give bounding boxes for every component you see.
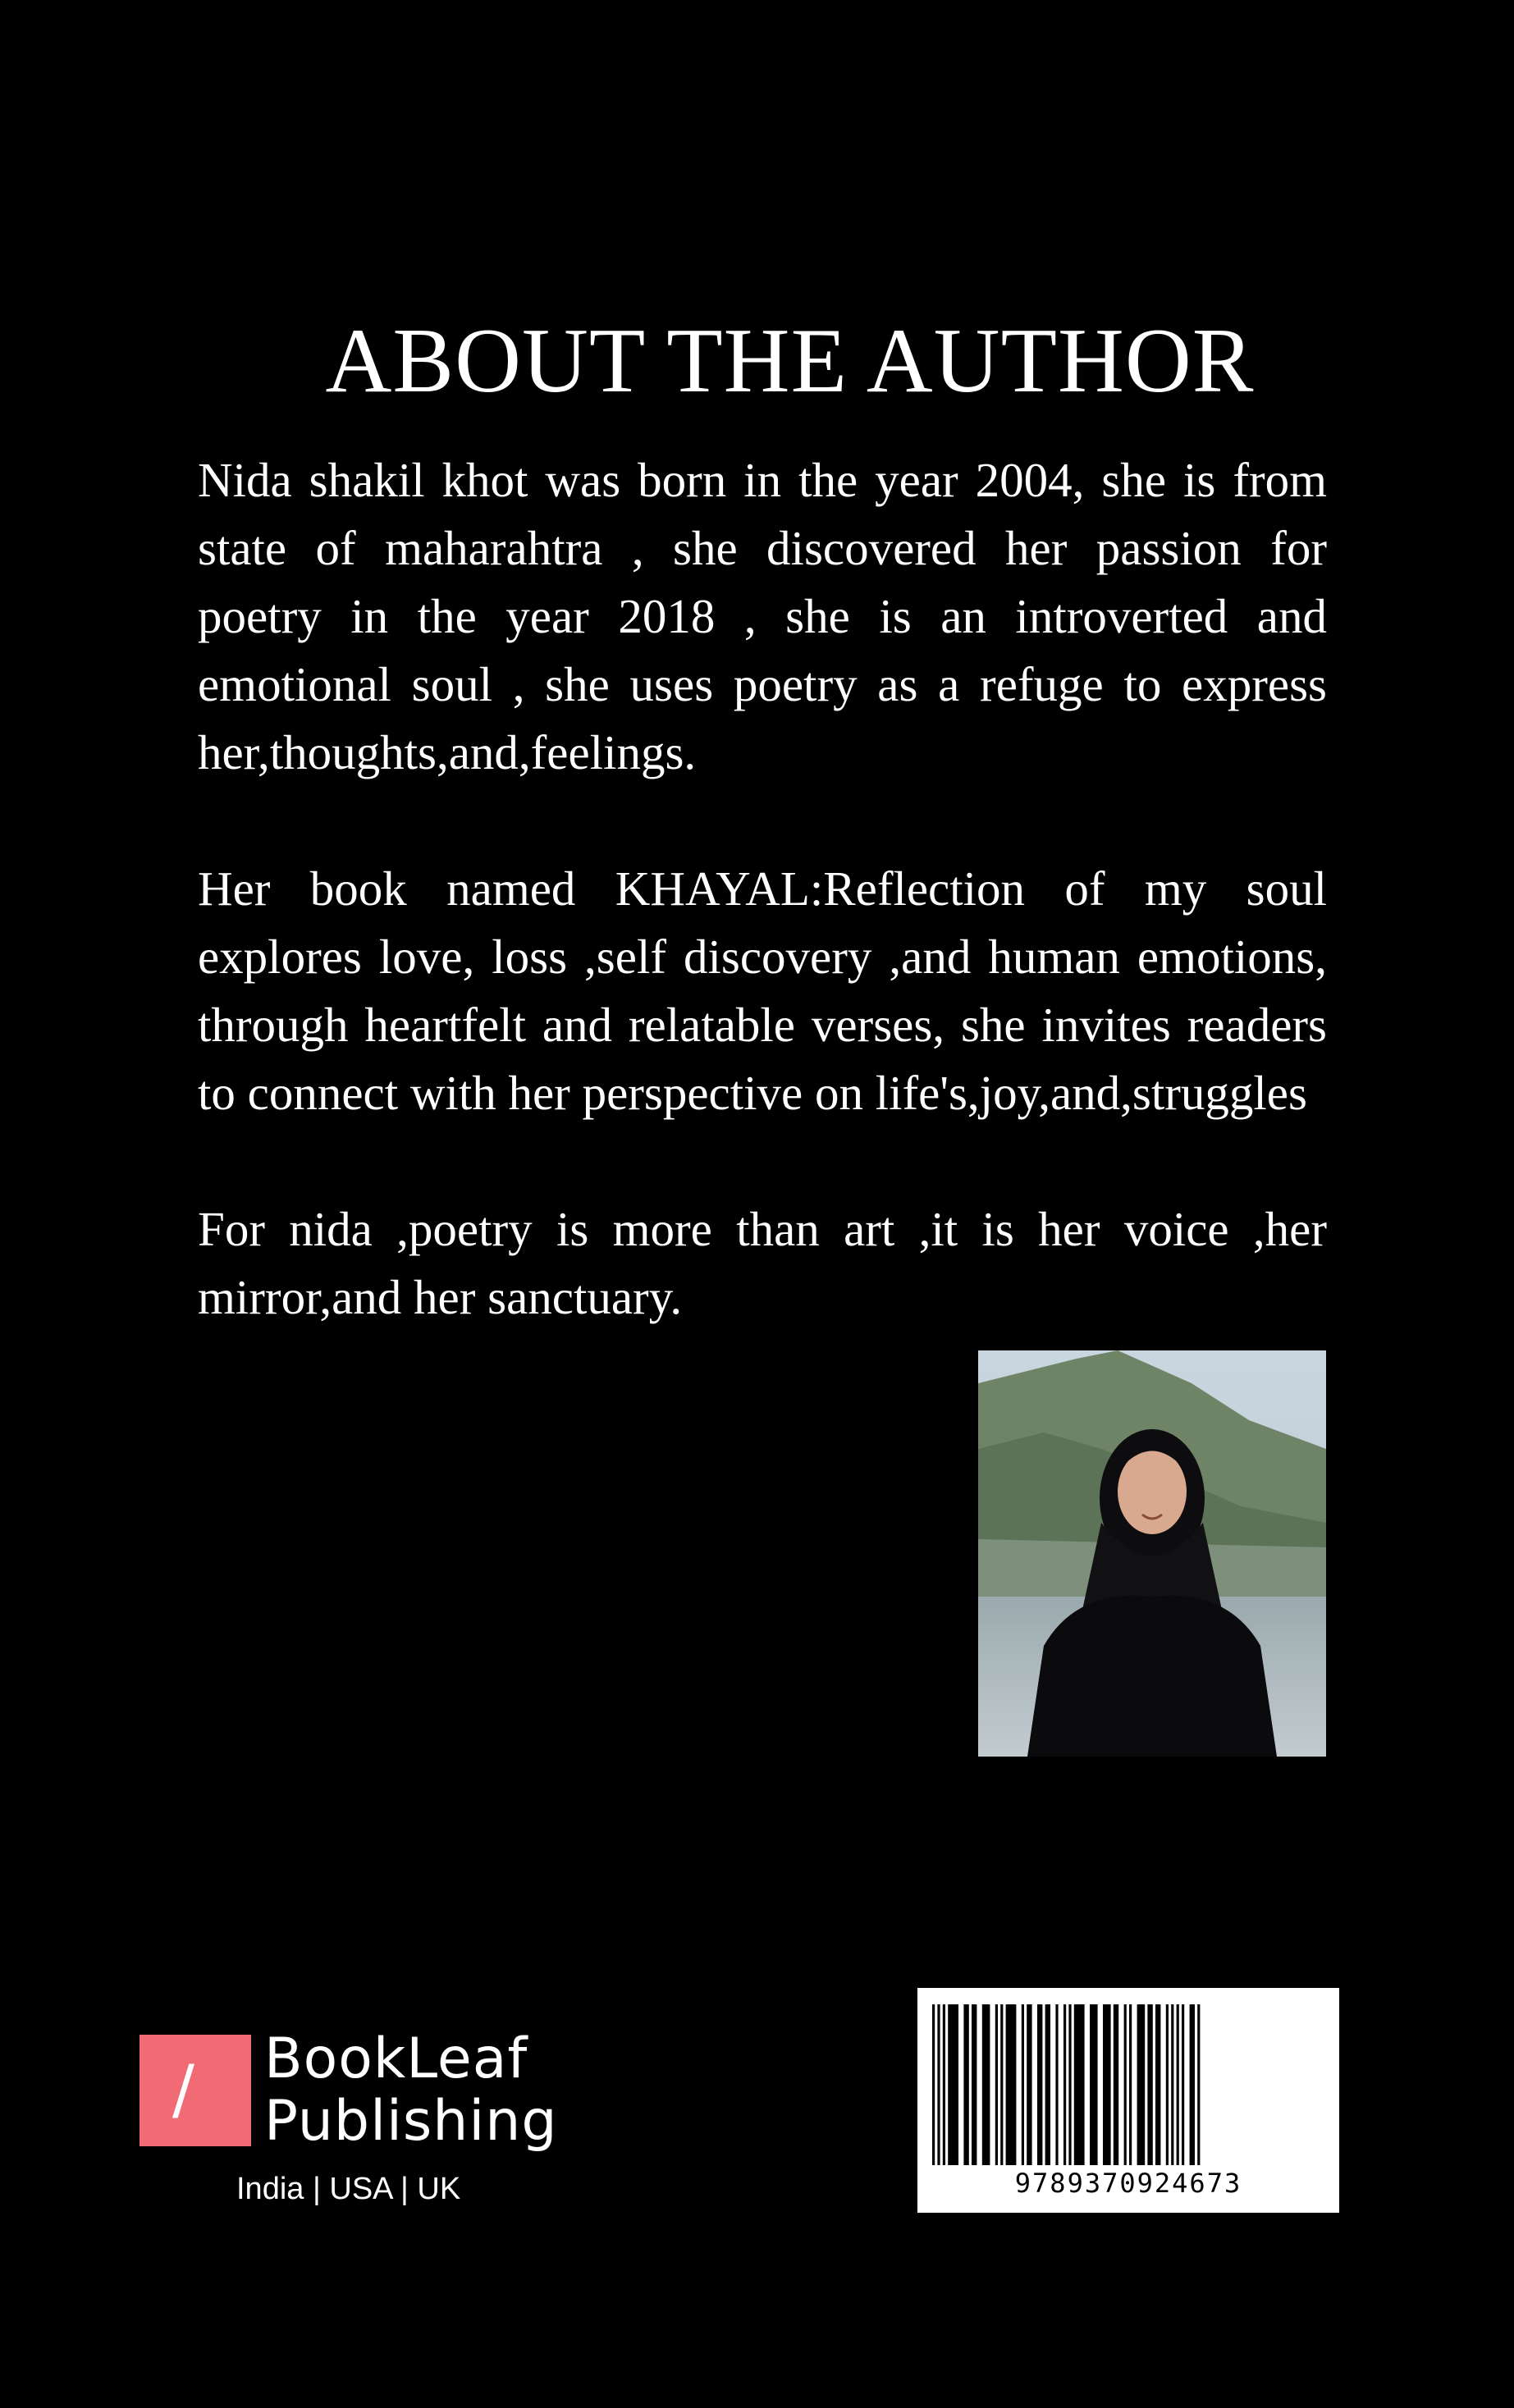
barcode-bar bbox=[982, 2004, 990, 2165]
barcode-bar bbox=[1182, 2004, 1184, 2165]
author-photo bbox=[978, 1350, 1326, 1757]
barcode-bar bbox=[1037, 2004, 1042, 2165]
barcode-bar bbox=[1045, 2004, 1050, 2165]
barcode-bar bbox=[948, 2004, 958, 2165]
bio-paragraph-2: Her book named KHAYAL:Reflection of my soul explores love, loss ,self discovery ,and human emotions, through heartfelt and relatable verses, she invites readers to connect with her perspective on life's,joy,and,struggles bbox=[198, 861, 1327, 1120]
publisher-logo bbox=[140, 2026, 558, 2206]
publisher-name bbox=[264, 2028, 558, 2153]
page-title: ABOUT THE AUTHOR bbox=[325, 310, 1255, 412]
barcode-bar bbox=[995, 2004, 998, 2165]
barcode-bar bbox=[1155, 2004, 1160, 2165]
barcode-bar bbox=[1177, 2004, 1179, 2165]
publisher-name-line1: BookLeaf bbox=[264, 2026, 528, 2091]
barcode-bar bbox=[1129, 2004, 1132, 2165]
barcode-bar bbox=[932, 2004, 935, 2165]
barcode-bar bbox=[937, 2004, 940, 2165]
barcode-bar bbox=[1114, 2004, 1118, 2165]
bio-paragraph-3: For nida ,poetry is more than art ,it is her voice ,her mirror,and her sanctuary. bbox=[198, 1202, 1327, 1324]
barcode-bar bbox=[1027, 2004, 1031, 2165]
barcode-icon bbox=[932, 2004, 1324, 2165]
publisher-name-line2: Publishing bbox=[264, 2089, 558, 2154]
barcode-bar bbox=[1103, 2004, 1111, 2165]
barcode-bar bbox=[1147, 2004, 1152, 2165]
isbn-barcode bbox=[917, 1988, 1339, 2213]
publisher-regions: India | USA | UK bbox=[236, 2172, 461, 2206]
author-portrait-icon bbox=[978, 1350, 1326, 1757]
barcode-bar bbox=[1074, 2004, 1085, 2165]
barcode-bar bbox=[1000, 2004, 1003, 2165]
barcode-bar bbox=[1197, 2004, 1200, 2165]
barcode-bar bbox=[1006, 2004, 1017, 2165]
barcode-bar bbox=[1124, 2004, 1127, 2165]
barcode-bar bbox=[1055, 2004, 1058, 2165]
isbn-number: 9789370924673 bbox=[1014, 2168, 1242, 2199]
barcode-bar bbox=[1166, 2004, 1169, 2165]
barcode-bar bbox=[1090, 2004, 1098, 2165]
author-bio bbox=[198, 446, 1327, 1332]
barcode-bar bbox=[1068, 2004, 1071, 2165]
slash-icon: / bbox=[172, 2051, 194, 2127]
barcode-bar bbox=[943, 2004, 945, 2165]
publisher-logo-mark bbox=[140, 2035, 251, 2146]
barcode-bar bbox=[963, 2004, 968, 2165]
barcode-bar bbox=[1137, 2004, 1146, 2165]
barcode-bar bbox=[1022, 2004, 1024, 2165]
barcode-bar bbox=[972, 2004, 977, 2165]
barcode-bar bbox=[1190, 2004, 1195, 2165]
bio-paragraph-1: Nida shakil khot was born in the year 2004, she is from state of maharahtra , she discovered her passion for poetry in the year 2018 , she is an introverted and emotional soul , she uses poetry as a refuge to express her,thoughts,and,feelings. bbox=[198, 453, 1327, 779]
barcode-bar bbox=[1063, 2004, 1066, 2165]
barcode-bar bbox=[1171, 2004, 1173, 2165]
